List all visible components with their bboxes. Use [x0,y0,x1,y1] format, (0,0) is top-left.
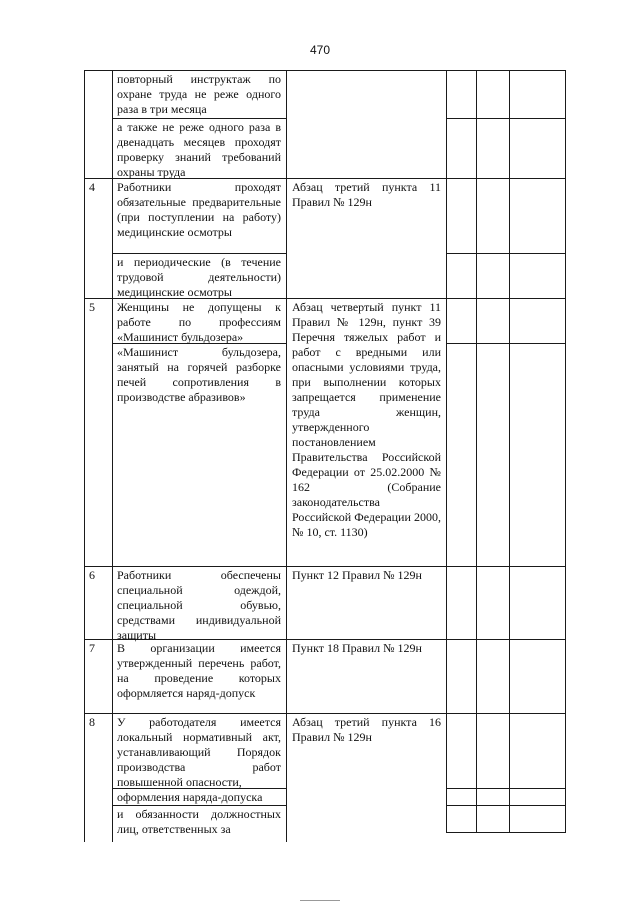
requirement-text: оформления наряда-допуска [117,790,263,804]
legal-reference: Пункт 12 Правил № 129н [292,568,422,582]
table-subrow-divider [112,118,286,119]
table-row-divider [84,713,566,714]
requirement-text: Женщины не допущены к работе по профессиям «Машинист бульдозера» [117,300,281,344]
legal-reference: Абзац третий пункта 11 Правил № 129н [292,180,441,209]
legal-reference: Абзац четвертый пункт 11 Правил № 129н, пункт 39 Перечня тяжелых работ и работ с вредными или опасными условиями труда, при выполнении которых запрещается применение труда женщин, утвержденного постановлением Правительства Российской Федерации от 25.02.2000 № 162 (Собрание законодательства Российской Федерации 2000, № 10, ст. 1130) [292,300,441,539]
table-column-divider [446,70,447,832]
row-number: 4 [89,180,95,194]
table-subrow-divider [446,805,566,806]
requirement-text: «Машинист бульдозера, занятый на горячей разборке печей сопротивления в производстве абразивов» [117,345,281,404]
row-number: 7 [89,641,95,655]
legal-reference: Абзац третий пункта 16 Правил № 129н [292,715,441,744]
requirement-text: и периодические (в течение трудовой деятельности) медицинские осмотры [117,255,281,299]
requirement-text: Работники обеспечены специальной одеждой, специальной обувью, средствами индивидуальной защиты [117,568,281,642]
requirement-text: и обязанности должностных лиц, ответственных за [117,807,281,836]
table-subrow-divider [112,253,286,254]
requirement-text: повторный инструктаж по охране труда не реже одного раза в три месяца [117,72,281,116]
table-column-divider [509,70,510,832]
legal-reference: Пункт 18 Правил № 129н [292,641,422,655]
requirement-text: а также не реже одного раза в двенадцать месяцев проходят проверку знаний требований охраны труда [117,120,281,179]
page-number: 470 [309,43,331,57]
row-number: 8 [89,715,95,729]
table-border-right [565,70,566,832]
row-number: 6 [89,568,95,582]
requirement-text: У работодателя имеется локальный нормативный акт, устанавливающий Порядок производства работ повышенной опасности, [117,715,281,789]
table-column-divider [112,70,113,842]
table-subrow-divider [446,253,566,254]
table-column-divider [286,70,287,842]
table-border-left [84,70,85,842]
table-column-divider [476,70,477,832]
table-border-top [84,70,566,71]
requirement-text: Работники проходят обязательные предварительные (при поступлении на работу) медицинские осмотры [117,180,281,239]
table-subrow-divider [446,118,566,119]
scan-artifact-line [300,900,340,901]
table-subrow-divider [446,343,566,344]
table-subrow-divider [446,788,566,789]
table-row-divider [84,566,566,567]
row-number: 5 [89,300,95,314]
table-subrow-divider [446,832,566,833]
table-subrow-divider [112,805,286,806]
requirement-text: В организации имеется утвержденный перечень работ, на проведение которых оформляется наряд-допуск [117,641,281,700]
